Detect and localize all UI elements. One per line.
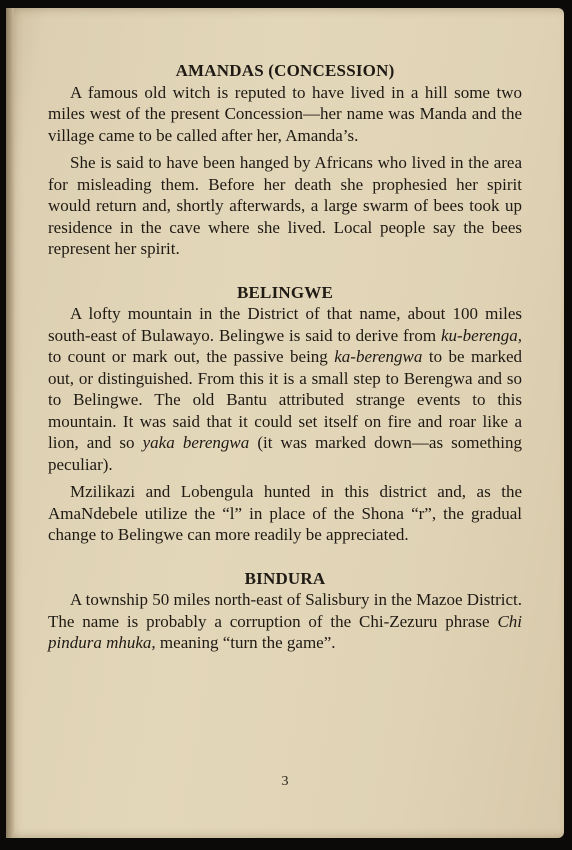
italic-term: yaka berengwa (142, 433, 250, 452)
paragraph (48, 481, 522, 546)
heading-bindura: BINDURA (244, 568, 326, 588)
text-run: Mzilikazi and Lobengula hunted in this district and, as the AmaNdebele utilize the “l” in place of the Shona “r”, the gradual change to Belingwe can more readily be appreciated. (48, 482, 522, 544)
text-run: meaning “turn the game”. (155, 633, 336, 652)
paragraph (48, 82, 522, 147)
text-run: to be marked out, or distinguished. From this it is a small step to Berengwa and so to Belingwe. The old Bantu attributed strange events to this mountain. It was said that it could set itself on fire and roar like a lion, and so (48, 347, 522, 452)
text-run: She is said to have been hanged by Africans who lived in the area for misleading them. Before her death she prophesied her spirit would return and, shortly afterwards, a large swarm of bees took up residence in the cave where she lived. Local people say the bees represent her spirit. (48, 153, 522, 258)
page-body (48, 60, 522, 654)
italic-term: Chi pindura mhuka, (48, 611, 522, 652)
text-run: (it was marked down—as something peculiar). (48, 433, 522, 474)
text-run: to count or mark out, the passive being (48, 347, 335, 366)
heading-amandas: AMANDAS (CONCESSION) (175, 61, 395, 80)
book-page (6, 8, 564, 838)
paragraph (48, 152, 522, 260)
text-run: A famous old witch is reputed to have lived in a hill some two miles west of the present Concession—her name was Manda and the village came to be called after her, Amanda’s. (48, 82, 522, 145)
paragraph (48, 589, 522, 654)
paragraph (48, 303, 522, 475)
italic-term: ku-berenga, (440, 325, 522, 345)
text-run: A lofty mountain in the District of that name, about 100 miles south-east of Bulawayo. Belingwe is said to derive from (48, 304, 522, 345)
italic-term: ka-berengwa (334, 347, 423, 366)
page-number: 3 (281, 774, 289, 789)
heading-belingwe: BELINGWE (236, 282, 334, 302)
text-run: A township 50 miles north-east of Salisbury in the Mazoe District. The name is probably a corruption of the Chi-Zezuru phrase (48, 590, 522, 631)
page-spine-shadow (6, 8, 14, 838)
